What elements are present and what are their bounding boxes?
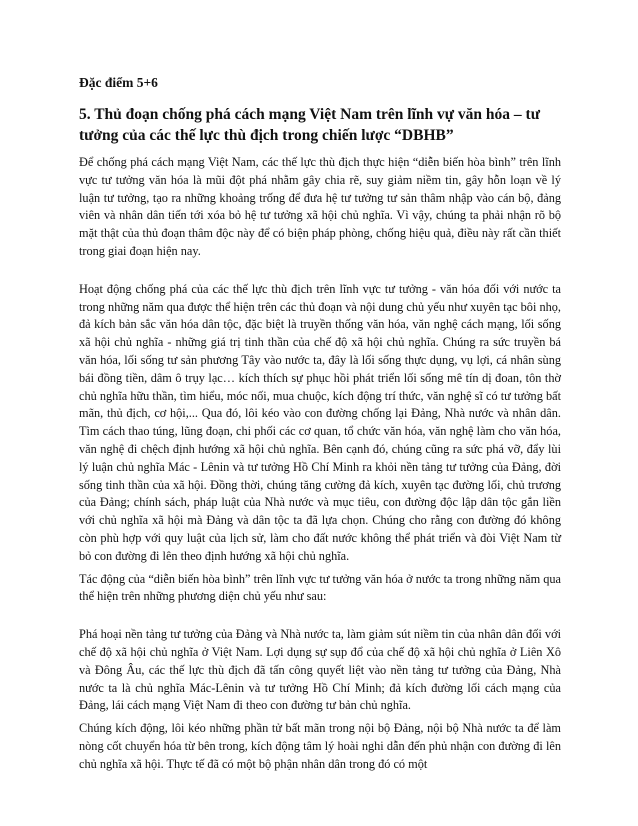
paragraph-gap xyxy=(79,261,561,281)
paragraph-gap xyxy=(79,606,561,626)
section-label: Đặc điểm 5+6 xyxy=(79,75,158,90)
section-heading: 5. Thủ đoạn chống phá cách mạng Việt Nam trên lĩnh vự văn hóa – tư tưởng của các thế lực thù địch trong chiến lược “DBHB” xyxy=(79,106,541,144)
paragraph-ideology: Phá hoại nền tảng tư tưởng của Đảng và Nhà nước ta, làm giảm sút niềm tin của nhân dân đối với chế độ xã hội chủ nghĩa ở Việt Nam. Lợi dụng sự sụp đổ của chế độ xã hội chủ nghĩa ở Liên Xô và Đông Âu, các thế lực thù địch đã tấn công quyết liệt vào nền tảng tư tưởng của Đảng, Nhà nước ta là chủ nghĩa Mác-Lênin và tư tưởng Hồ Chí Minh; đả kích đường lối cách mạng của Đảng, lái cách mạng Việt Nam đi theo con đường tư bản chủ nghĩa. xyxy=(79,627,561,713)
paragraph-intro: Để chống phá cách mạng Việt Nam, các thế lực thù địch thực hiện “diễn biến hòa bình” trên lĩnh vực tư tưởng văn hóa là mũi đột phá nhằm gây chia rẽ, suy giảm niềm tin, gây hỗn loạn về lý luận tư tưởng, tạo ra những khoảng trống để đưa hệ tư tưởng tư sản thâm nhập vào cán bộ, đảng viên và nhân dân tiến tới xóa bỏ hệ tư tưởng xã hội chủ nghĩa. Vì vậy, chúng ta phải nhận rõ bộ mặt thật của thủ đoạn thâm độc này để có biện pháp phòng, chống hiệu quả, điều này rất cần thiết trong giai đoạn hiện nay. xyxy=(79,155,561,258)
paragraph-activities: Hoạt động chống phá của các thế lực thù địch trên lĩnh vực tư tưởng - văn hóa đối với nước ta trong những năm qua được thể hiện trên các thủ đoạn và nội dung chủ yếu như xuyên tạc bôi nhọ, đả kích bản sắc văn hóa dân tộc, đặc biệt là truyền thống văn hóa, văn nghệ cách mạng, lối sống xã hội chủ nghĩa - những giá trị tinh thần của chế độ xã hội chủ nghĩa. Chúng ra sức truyền bá văn hóa, lối sống tư sản phương Tây vào nước ta, đây là lối sống thực dụng, vụ lợi, cá nhân sùng bái đồng tiền, dâm ô trụy lạc… kích thích sự phục hồi phát triển lối sống mê tín dị đoan, tôn thờ chủ nghĩa hữu thần, tìm hiểu, móc nối, mua chuộc, kích động trí thức, văn nghệ sĩ có tư tưởng bất mãn, thủ địch, cơ hội,... Qua đó, lôi kéo vào con đường chống lại Đảng, Nhà nước và nhân dân. Tìm cách thao túng, lũng đoạn, chi phối các cơ quan, tổ chức văn hóa, văn nghệ làm cho văn hóa, văn nghệ đi chệch định hướng xã hội chủ nghĩa. Bên cạnh đó, chúng cũng ra sức phá vỡ, đẩy lùi lý luận chủ nghĩa Mác - Lênin và tư tưởng Hồ Chí Minh ra khỏi nền tảng tư tưởng của Đảng, đời sống tinh thần của xã hội. Đồng thời, chúng tăng cường đả kích, xuyên tạc đường lối, chủ trương của Đảng; chính sách, pháp luật của Nhà nước và mục tiêu, con đường độc lập dân tộc gắn liền với chủ nghĩa xã hội mà Đảng và dân tộc ta đã lựa chọn. Chúng cho rằng con đường đó không còn phù hợp với quy luật của lịch sử, làm cho đất nước không thể phát triển và đòi Việt Nam từ bỏ con đường đi lên theo định hướng xã hội chủ nghĩa. xyxy=(79,281,561,563)
paragraph-impact-intro: Tác động của “diễn biến hòa bình” trên lĩnh vực tư tưởng văn hóa ở nước ta trong những năm qua thể hiện trên những phương diện chủ yếu như sau: xyxy=(79,571,561,604)
paragraph-incite: Chúng kích động, lôi kéo những phần tử bất mãn trong nội bộ Đảng, nội bộ Nhà nước ta để làm nòng cốt chuyển hóa từ bên trong, kích động tâm lý hoài nghi dẫn đến phủ nhận con đường đi lên chủ nghĩa xã hội. Thực tế đã có một bộ phận nhân dân trong đó có một xyxy=(79,721,561,771)
